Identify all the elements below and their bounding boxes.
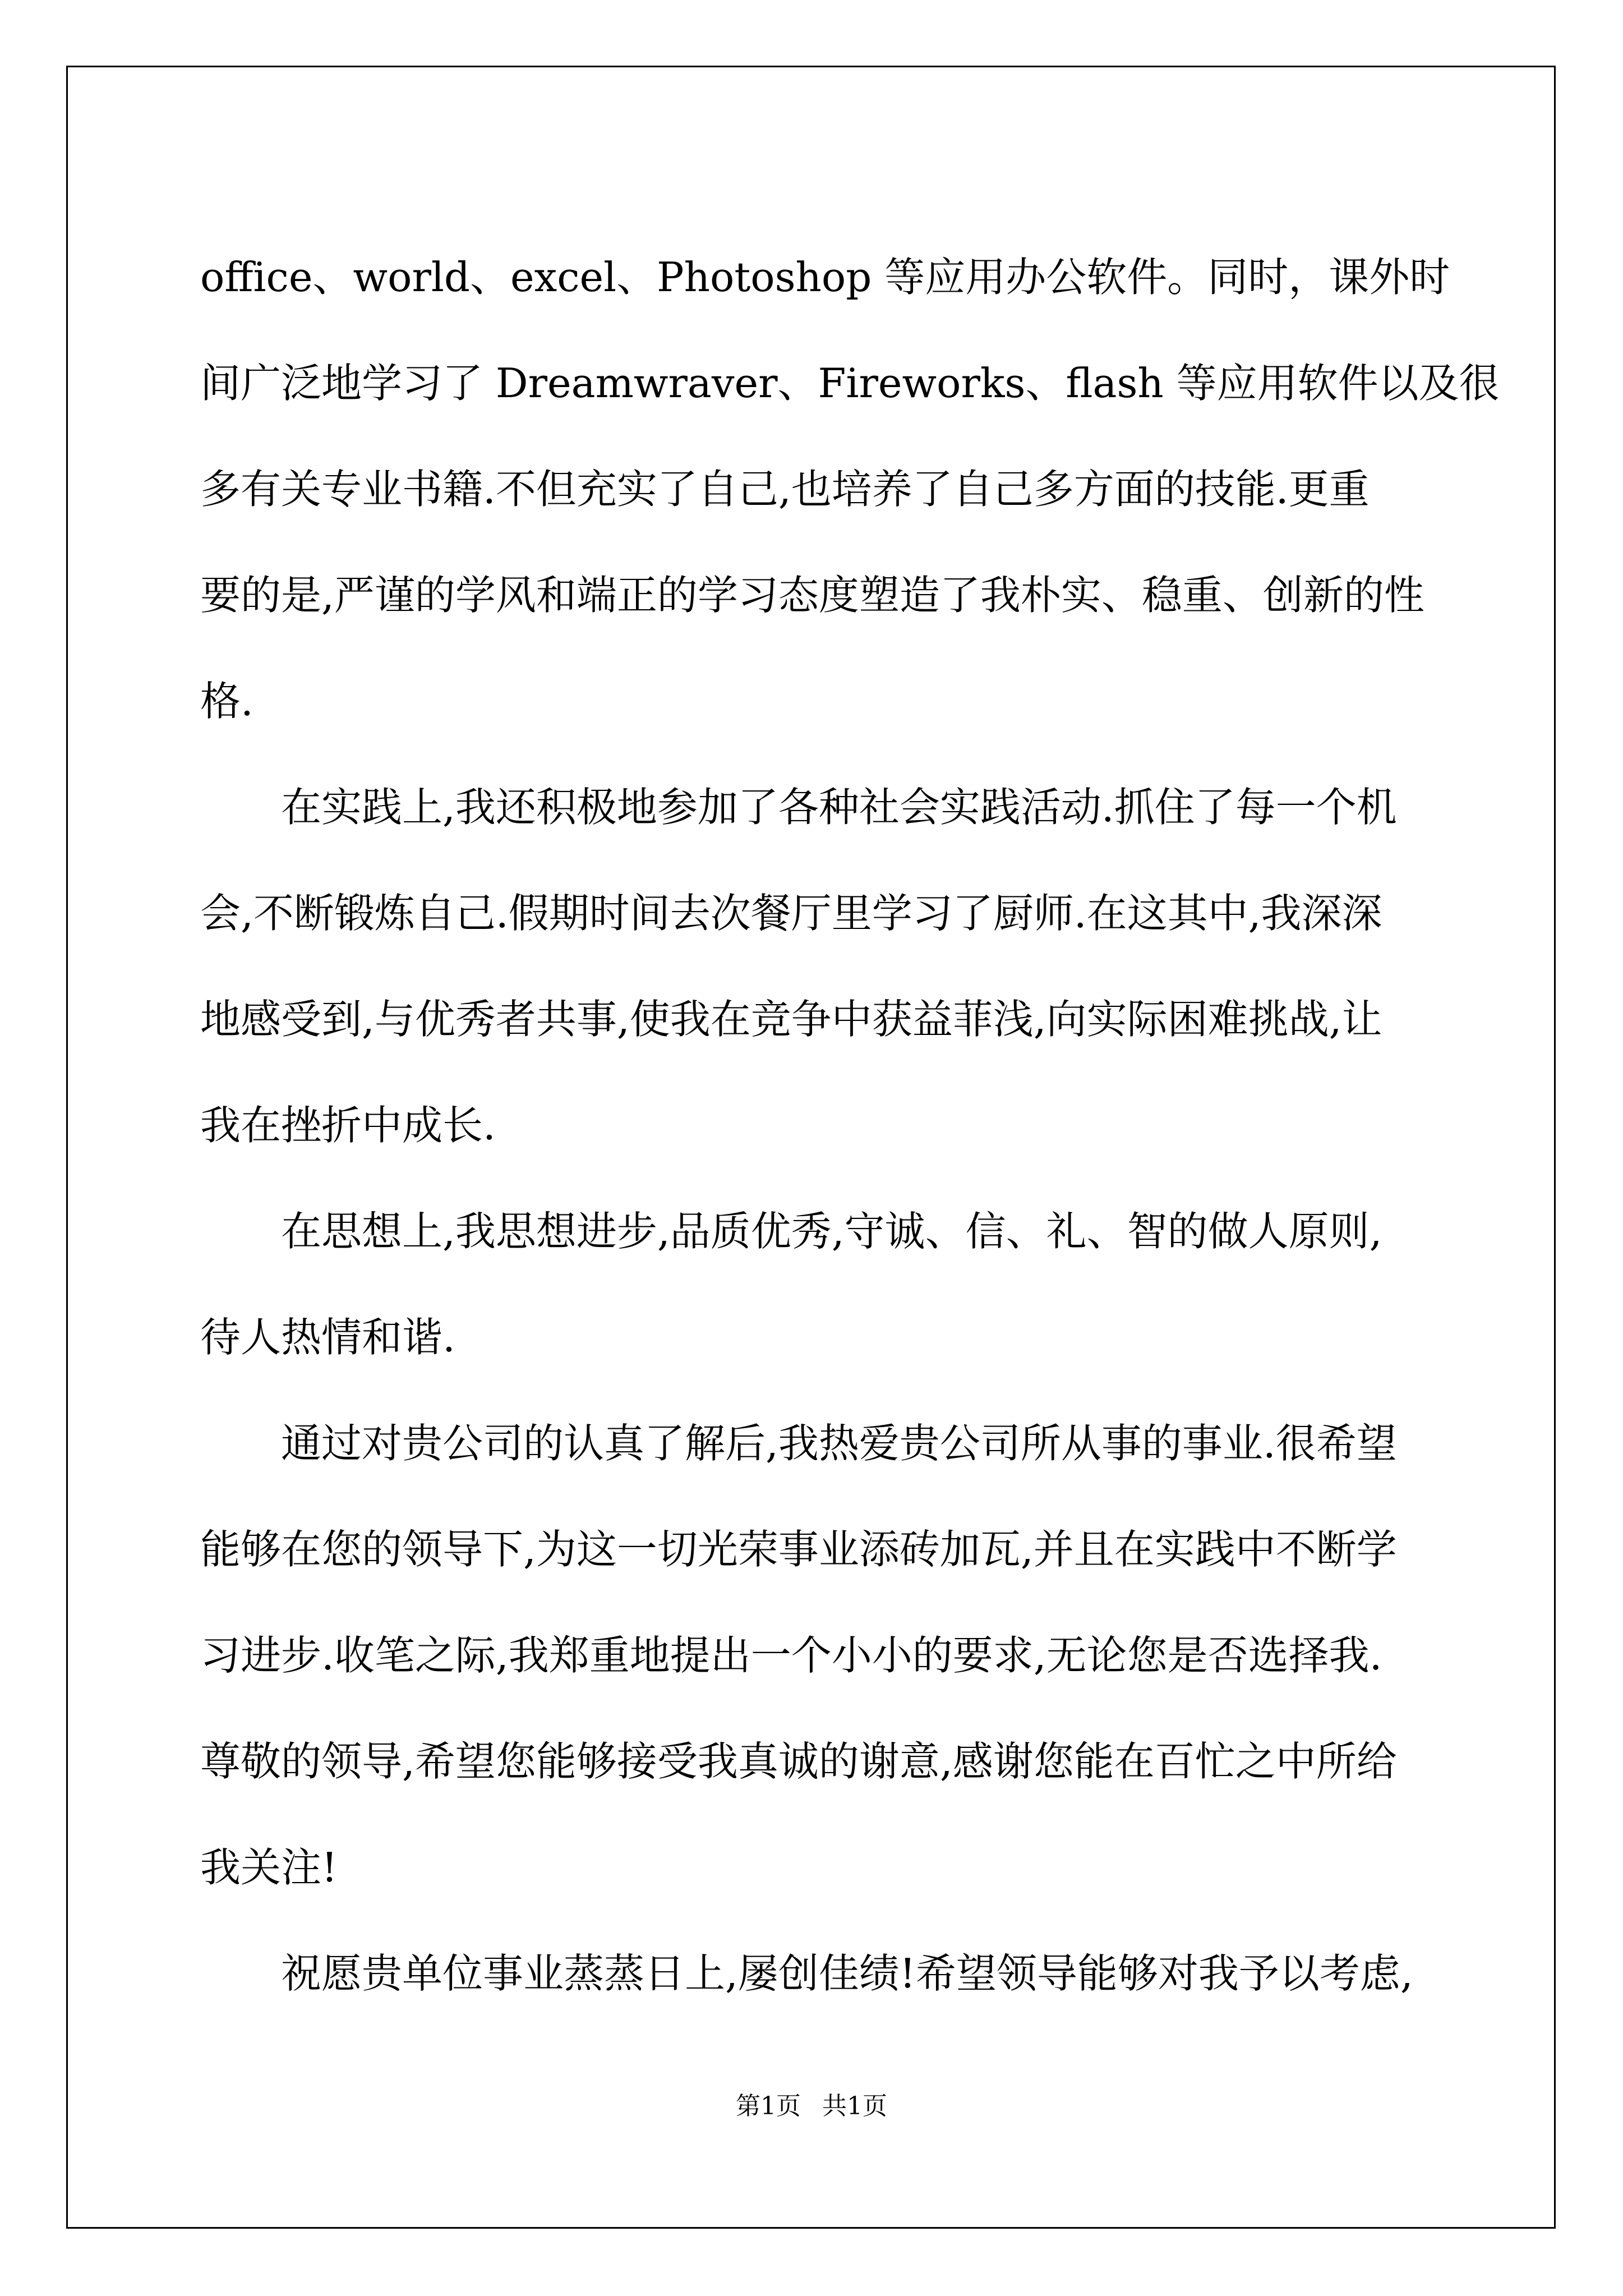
text-line: 我关注! — [200, 1844, 338, 1891]
page-total: 共1页 — [822, 2092, 887, 2120]
text-line: 在思想上,我思想进步,品质优秀,守诚、信、礼、智的做人原则, — [200, 1208, 1382, 1255]
text-line: 能够在您的领导下,为这一切光荣事业添砖加瓦,并且在实践中不断学 — [200, 1526, 1397, 1573]
text-line: 地感受到,与优秀者共事,使我在竞争中获益菲浅,向实际困难挑战,让 — [200, 996, 1382, 1043]
text-line: 习进步.收笔之际,我郑重地提出一个小小的要求,无论您是否选择我. — [200, 1632, 1382, 1679]
text-line: 会,不断锻炼自己.假期时间去次餐厅里学习了厨师.在这其中,我深深 — [200, 890, 1382, 937]
text-line: 我在挫折中成长. — [200, 1102, 496, 1149]
text-line: 要的是,严谨的学风和端正的学习态度塑造了我朴实、稳重、创新的性 — [200, 572, 1424, 619]
text-line: 通过对贵公司的认真了解后,我热爱贵公司所从事的事业.很希望 — [200, 1420, 1397, 1467]
text-line: 在实践上,我还积极地参加了各种社会实践活动.抓住了每一个机 — [200, 784, 1397, 831]
text-line: 尊敬的领导,希望您能够接受我真诚的谢意,感谢您能在百忙之中所给 — [200, 1738, 1397, 1785]
document-body — [200, 224, 1500, 2027]
page-footer — [0, 2090, 1623, 2123]
text-line: 祝愿贵单位事业蒸蒸日上,屡创佳绩!希望领导能够对我予以考虑, — [200, 1950, 1413, 1997]
text-line: 多有关专业书籍.不但充实了自己,也培养了自己多方面的技能.更重 — [200, 466, 1370, 513]
text-line: 间广泛地学习了 Dreamwraver、Fireworks、flash 等应用软件以及很 — [200, 360, 1500, 407]
page-number: 第1页 — [736, 2092, 801, 2120]
text-line: office、world、excel、Photoshop 等应用办公软件。同时，课外时 — [200, 254, 1450, 301]
text-line: 格. — [200, 678, 253, 725]
text-line: 待人热情和谐. — [200, 1314, 455, 1361]
